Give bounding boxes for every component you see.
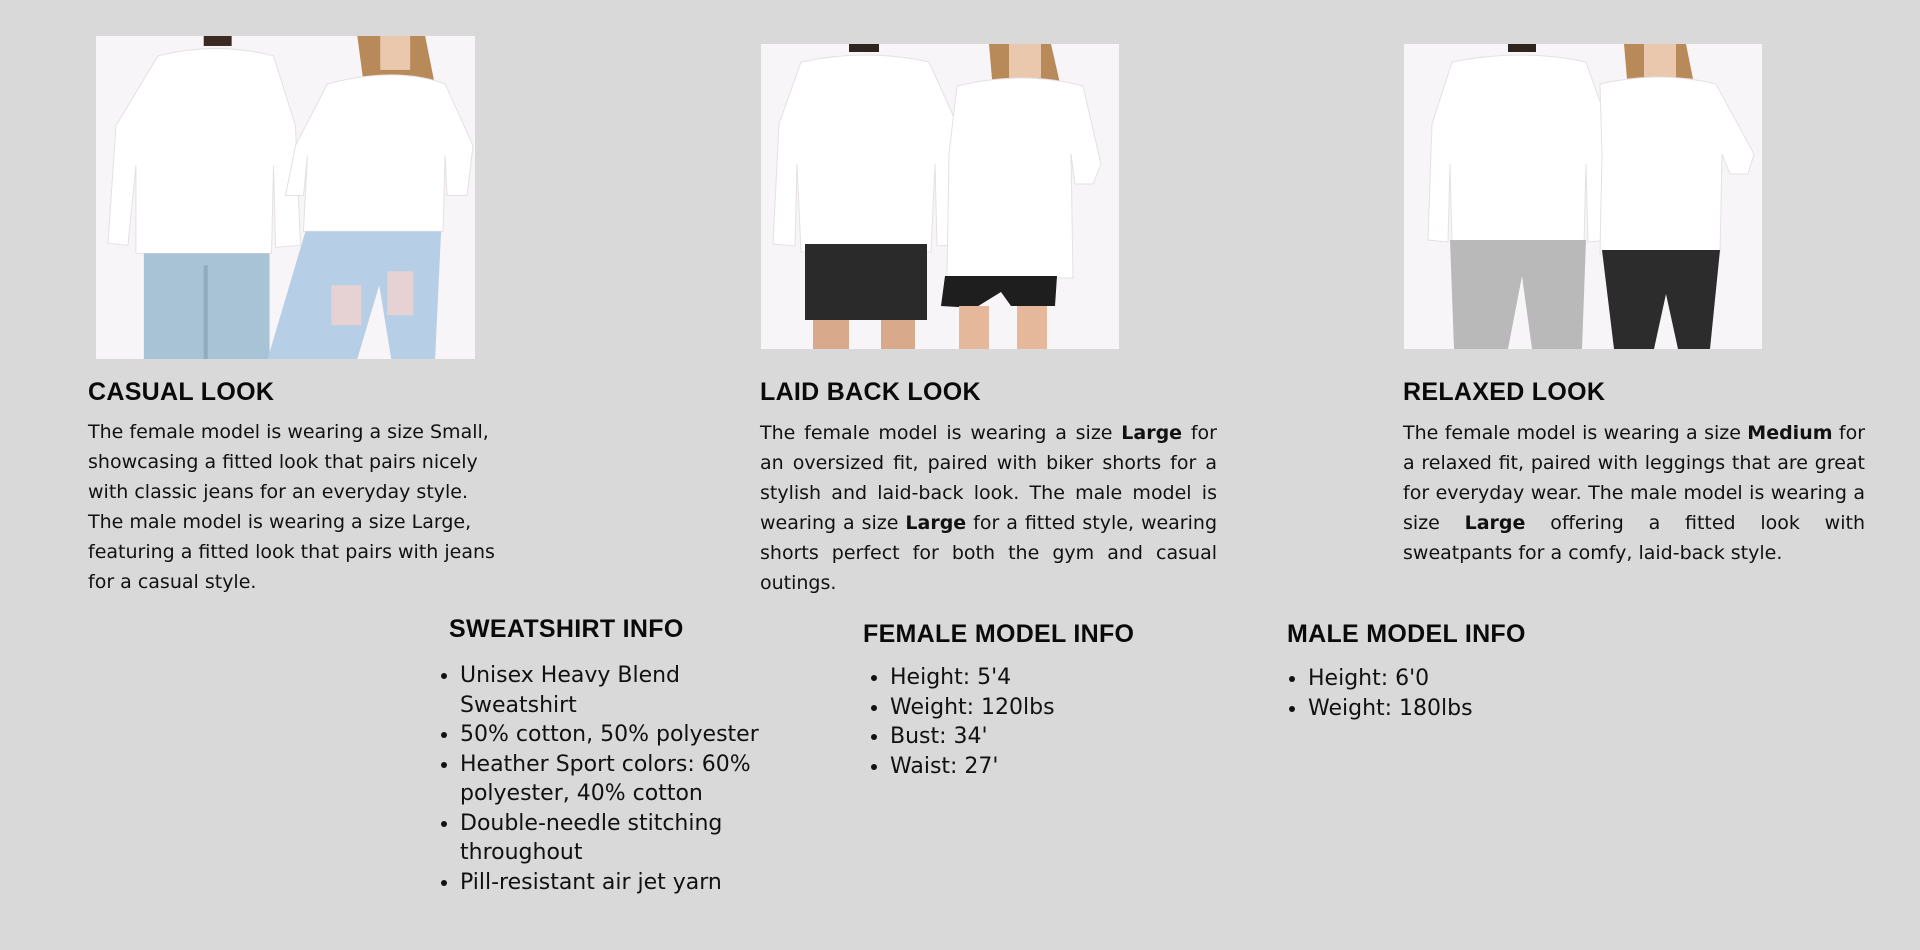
list-item: • Pill-resistant air jet yarn (460, 868, 790, 898)
laid-back-look-title: LAID BACK LOOK (760, 378, 981, 406)
casual-look-title: CASUAL LOOK (88, 378, 275, 406)
couple-photo-jeans-icon (96, 36, 475, 359)
list-item: • Height: 6'0 (1308, 664, 1608, 694)
couple-photo-sweatpants-icon (1404, 44, 1762, 349)
male-model-info-list (1282, 664, 1608, 723)
female-model-info-list (864, 663, 1190, 781)
list-item: • Weight: 180lbs (1308, 694, 1608, 724)
relaxed-look-photo (1404, 44, 1762, 349)
list-item: • Height: 5'4 (890, 663, 1190, 693)
sweatshirt-info-title: SWEATSHIRT INFO (449, 615, 684, 643)
laid-back-look-photo (761, 44, 1119, 349)
list-item: • 50% cotton, 50% polyester (460, 720, 790, 750)
list-item: • Weight: 120lbs (890, 693, 1190, 723)
list-item: • Bust: 34' (890, 722, 1190, 752)
laid-back-look-description: The female model is wearing a size Large for an oversized fit, paired with biker shorts for a stylish and laid-back look. The male model is wearing a size Large for a fitted style, wearing shorts perfect for both the gym and casual outings. (760, 422, 1218, 594)
list-item: • Waist: 27' (890, 752, 1190, 782)
sweatshirt-info-list (434, 661, 790, 897)
casual-look-photo (96, 36, 475, 359)
relaxed-look-title: RELAXED LOOK (1403, 378, 1606, 406)
relaxed-look-description: The female model is wearing a size Medium for a relaxed fit, paired with leggings that are great for everyday wear. The male model is wearing a size Large offering a fitted look with sweatpants for a comfy, laid-back style. (1403, 422, 1866, 564)
list-item: • Heather Sport colors: 60% polyester, 40% cotton (460, 750, 790, 809)
couple-photo-shorts-icon (761, 44, 1119, 349)
female-model-info-title: FEMALE MODEL INFO (863, 620, 1135, 648)
list-item: • Unisex Heavy Blend Sweatshirt (460, 661, 790, 720)
male-model-info-title: MALE MODEL INFO (1287, 620, 1526, 648)
casual-look-description: The female model is wearing a size Small, showcasing a fitted look that pairs nicely with classic jeans for an everyday style. The male model is wearing a size Large, featuring a fitted look that pairs with jeans for a casual style. (88, 421, 495, 593)
list-item: • Double-needle stitching throughout (460, 809, 790, 868)
